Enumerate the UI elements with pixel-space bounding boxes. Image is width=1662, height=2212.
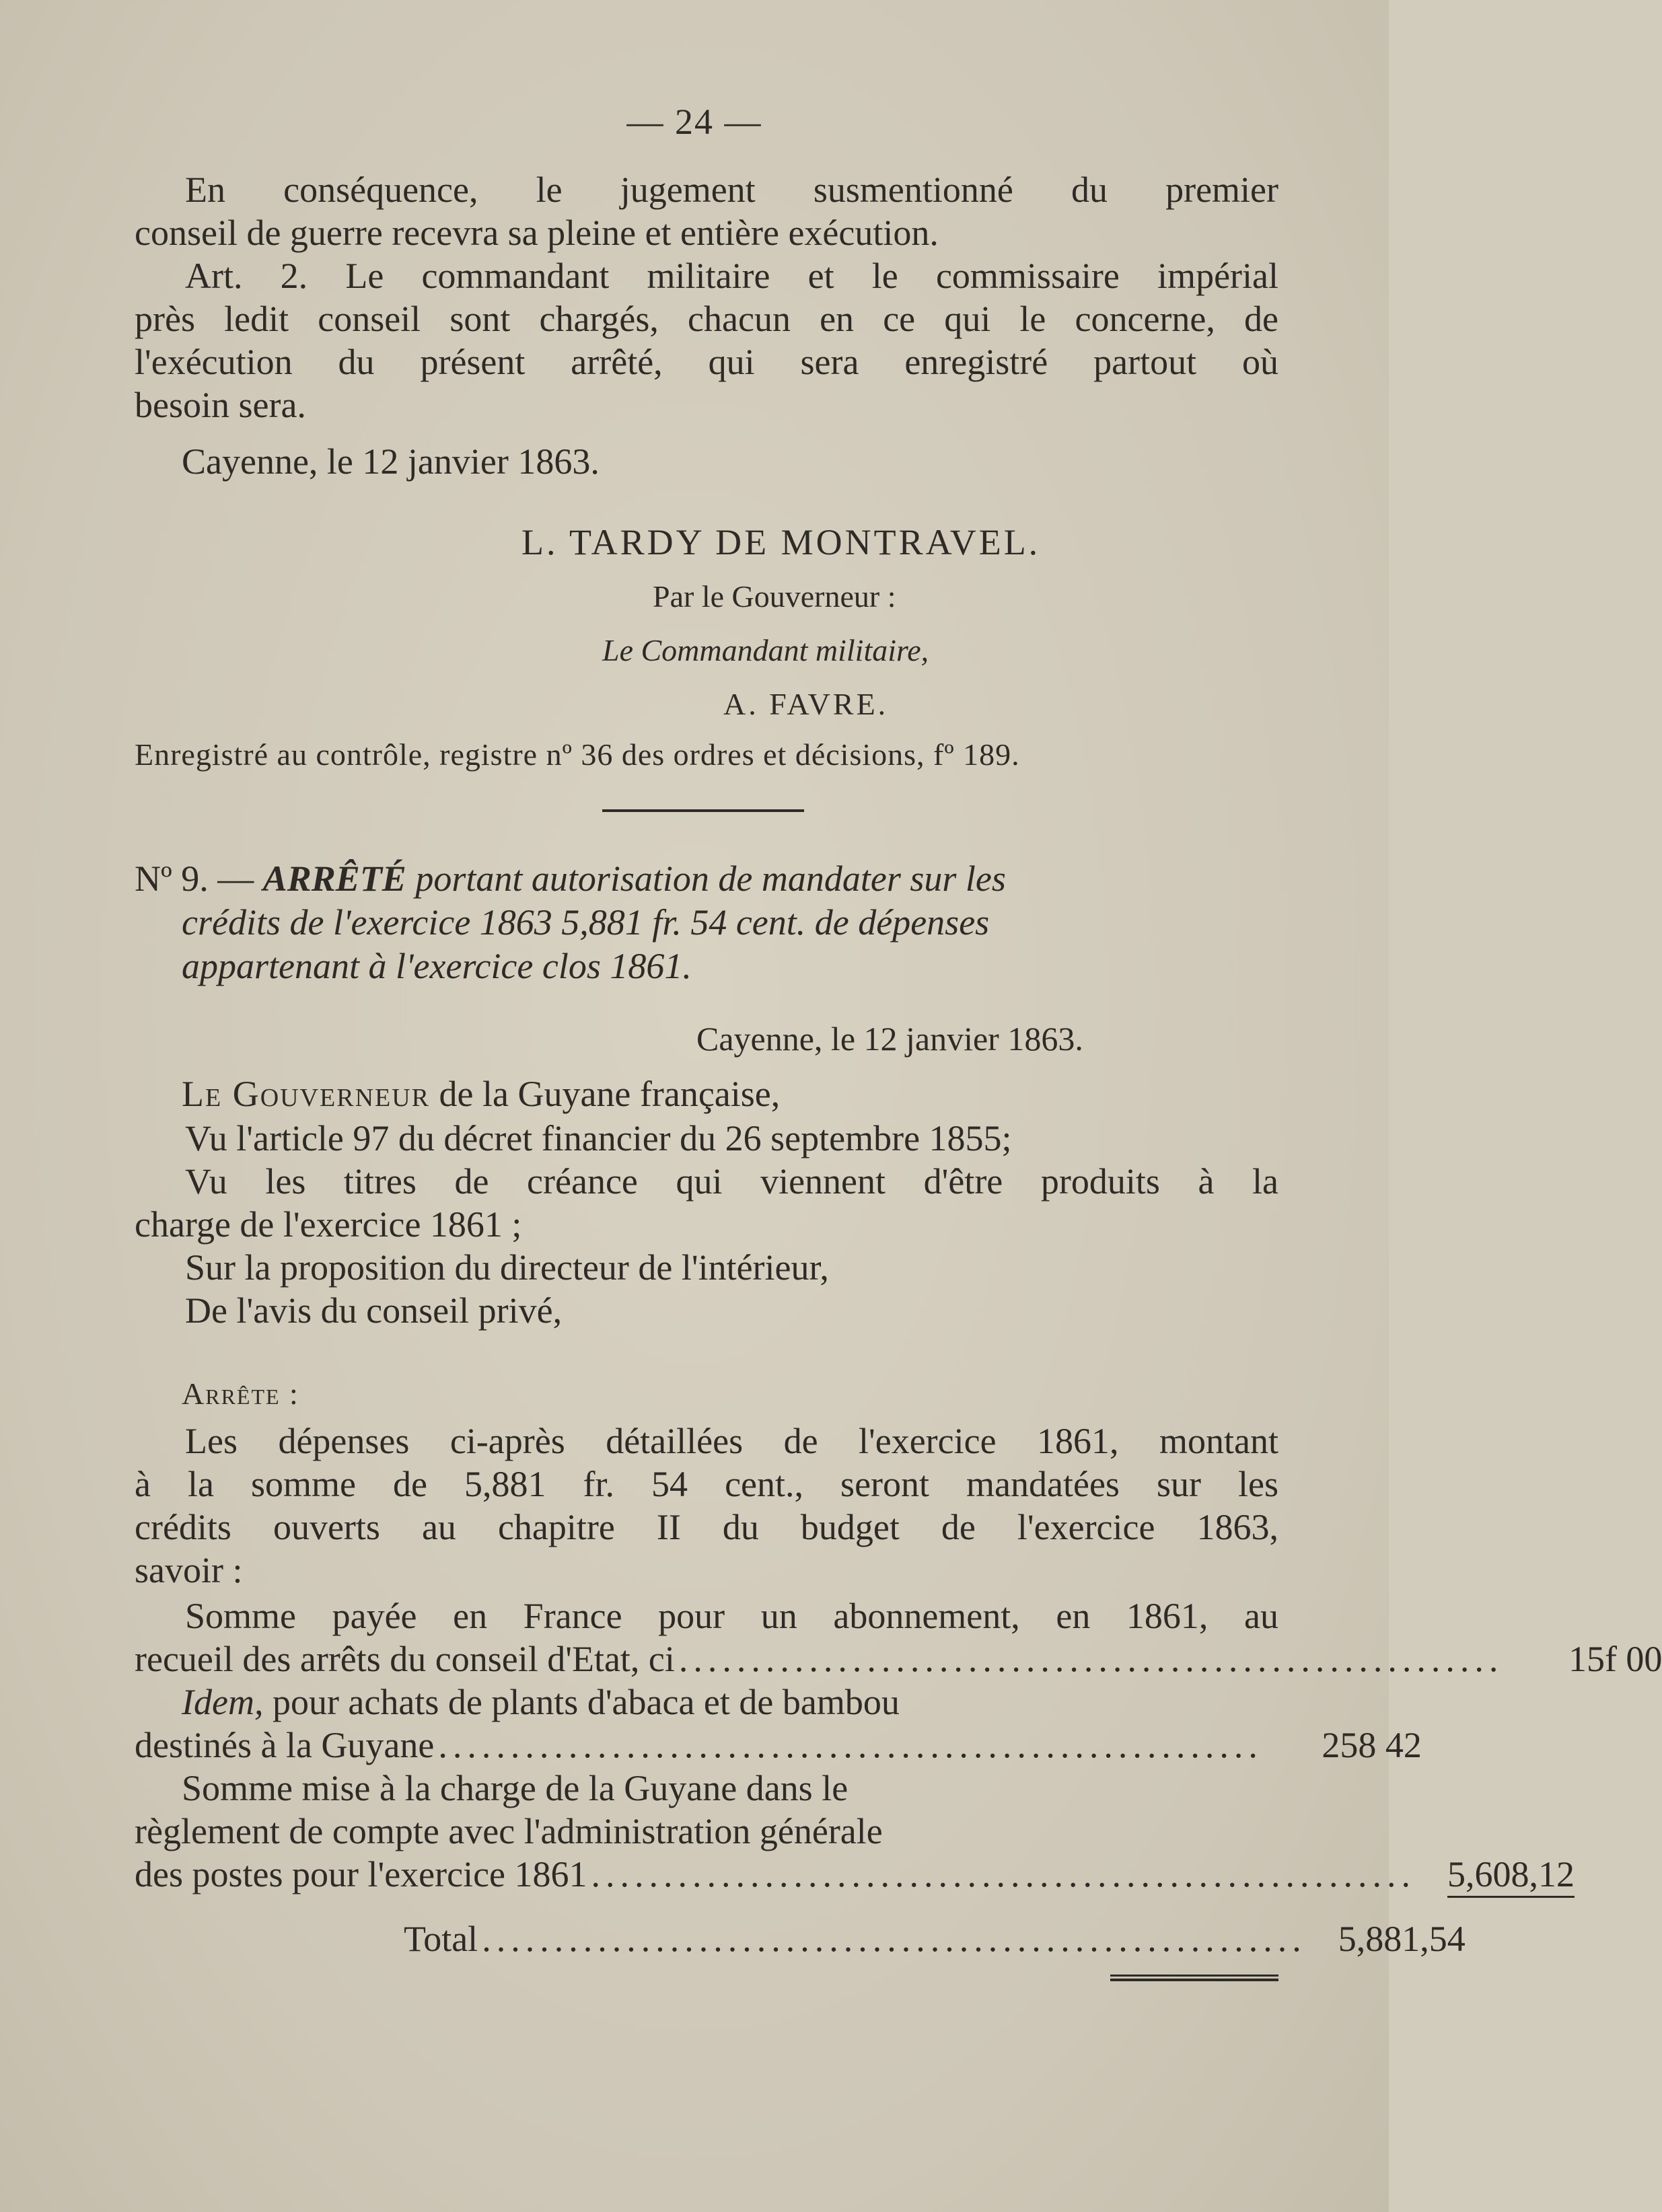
decree-title-line: portant autorisation de mandater sur les [415, 858, 1006, 899]
item-line: destinés à la Guyane [135, 1725, 435, 1765]
text-line: En conséquence, le jugement susmentionné du premier [185, 170, 1278, 210]
item-amount: 258 42 [1322, 1725, 1422, 1765]
body-line: savoir : [135, 1550, 243, 1590]
signature-by: Par le Gouverneur : [653, 579, 896, 614]
top-paragraph [135, 168, 1278, 427]
item-amount [1420, 1853, 1575, 1896]
item-line-text: pour achats de plants d'abaca et de bambou [272, 1682, 900, 1722]
expense-item-total-row [135, 1853, 1575, 1896]
decree-number: Nº 9. — [135, 858, 254, 899]
leader-dots: ......................................................... [678, 1639, 1504, 1679]
decree-title-line: crédits de l'exercice 1863 5,881 fr. 54 cent. de dépenses [182, 902, 990, 943]
item-line: Somme mise à la charge de la Guyane dans le [182, 1768, 848, 1808]
idem-label: Idem, [182, 1682, 264, 1722]
item-amount-text: 5,608,12 [1447, 1854, 1575, 1898]
governor-line [182, 1073, 780, 1115]
consideration-line: Vu les titres de créance qui viennent d'être produits à la [185, 1161, 1278, 1202]
consideration-line: charge de l'exercice 1861 ; [135, 1204, 522, 1245]
page-number: — 24 — [626, 102, 762, 142]
body-line: Les dépenses ci-après détaillées de l'exercice 1861, montant [185, 1421, 1278, 1461]
total-amount: 5,881,54 [1338, 1919, 1466, 1959]
item-line: recueil des arrêts du conseil d'Etat, ci [135, 1639, 675, 1679]
signature-signer: A. FAVRE. [723, 687, 889, 721]
text-line: besoin sera. [135, 385, 306, 425]
item-line: des postes pour l'exercice 1861 [135, 1854, 587, 1894]
decree-heading [135, 858, 1006, 899]
item-line: règlement de compte avec l'administration générale [135, 1811, 883, 1851]
decree-body [135, 1420, 1278, 1592]
date-line: Cayenne, le 12 janvier 1863. [182, 441, 600, 482]
arrete-label: Arrête : [182, 1376, 299, 1411]
text-line: près ledit conseil sont chargés, chacun en ce qui le concerne, de [135, 299, 1278, 339]
decree-date: Cayenne, le 12 janvier 1863. [696, 1020, 1083, 1058]
item-line: Somme payée en France pour un abonnement, en 1861, au [185, 1596, 1278, 1636]
total-row [404, 1917, 1466, 1960]
text-line: conseil de guerre recevra sa pleine et entière exécution. [135, 213, 939, 253]
signatory-name: L. TARDY DE MONTRAVEL. [521, 522, 1041, 562]
section-divider [602, 809, 804, 812]
text-line: Art. 2. Le commandant militaire et le commissaire impérial [185, 256, 1278, 296]
expense-item-total-row [135, 1724, 1422, 1767]
decree-title-line: appartenant à l'exercice clos 1861. [182, 946, 692, 986]
decree-title-bold: ARRÊTÉ [262, 858, 406, 899]
total-double-rule [1110, 1975, 1278, 1981]
text-line: l'exécution du présent arrêté, qui sera enregistré partout où [135, 342, 1278, 382]
item-line [182, 1681, 900, 1724]
expense-item-total-row [135, 1637, 1662, 1681]
governor-title: Le Gouverneur [182, 1074, 431, 1114]
item-amount: 15f 00 [1568, 1639, 1662, 1679]
consideration-line: Vu l'article 97 du décret financier du 26 septembre 1855; [185, 1118, 1012, 1158]
leader-dots: ......................................................... [482, 1919, 1307, 1959]
expense-item [135, 1594, 1278, 1637]
leader-dots: ......................................................... [591, 1854, 1416, 1894]
body-line: à la somme de 5,881 fr. 54 cent., seront mandatées sur les [135, 1464, 1278, 1504]
signature-role: Le Commandant militaire, [602, 633, 929, 667]
governor-suffix: de la Guyane française, [439, 1074, 781, 1114]
leader-dots: ......................................................... [438, 1725, 1263, 1765]
registration-note: Enregistré au contrôle, registre nº 36 des ordres et décisions, fº 189. [135, 737, 1020, 772]
consideration-line: Sur la proposition du directeur de l'intérieur, [185, 1247, 829, 1288]
body-line: crédits ouverts au chapitre II du budget de l'exercice 1863, [135, 1507, 1278, 1547]
considerations [135, 1117, 1278, 1332]
total-label: Total [404, 1919, 478, 1959]
consideration-line: De l'avis du conseil privé, [185, 1290, 563, 1331]
